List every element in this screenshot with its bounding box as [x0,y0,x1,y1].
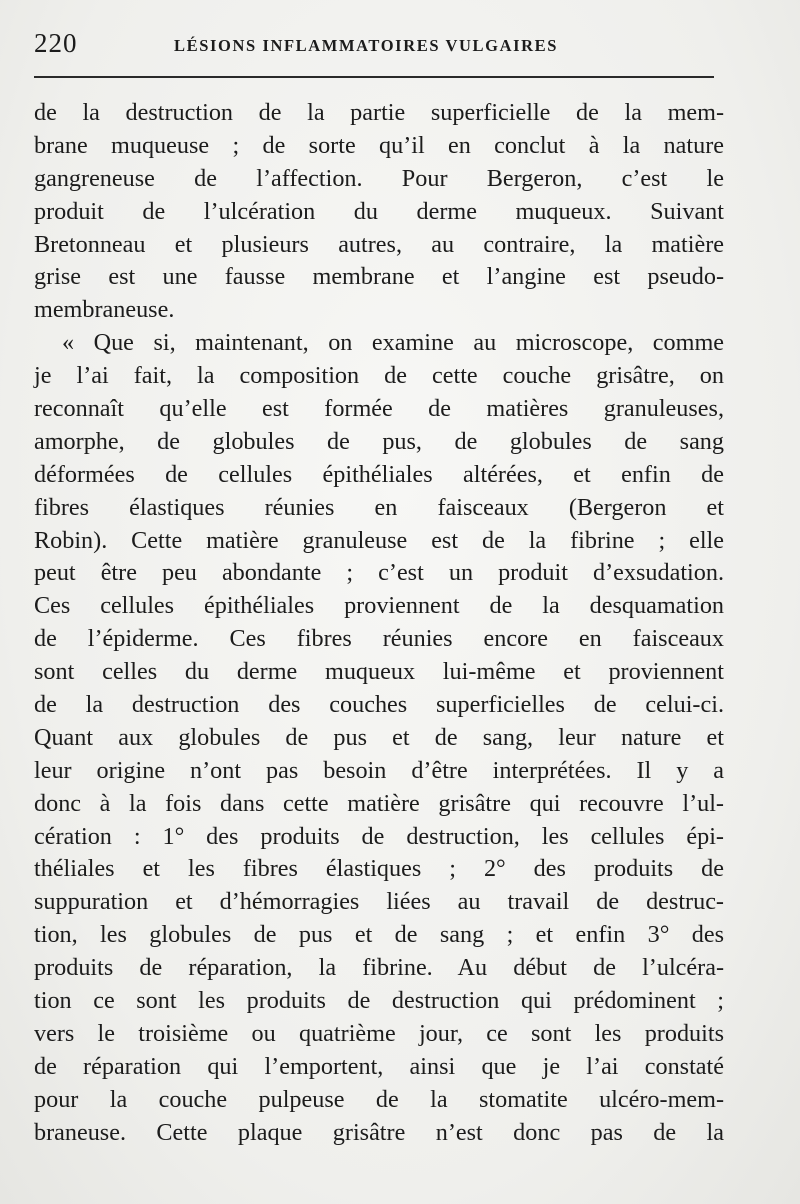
text-line: tion, les globules de pus et de sang ; et enfin 3° des [34,921,724,949]
running-title: LÉSIONS INFLAMMATOIRES VULGAIRES [174,36,559,55]
text-line: grise est une fausse membrane et l’angine est pseudo- [34,263,724,291]
paragraph-start-line: « Que si, maintenant, on examine au microscope, comme [62,329,724,357]
running-head [34,28,718,74]
text-line: gangreneuse de l’affection. Pour Bergeron, c’est le [34,164,724,192]
text-line: amorphe, de globules de pus, de globules de sang [34,427,724,455]
text-line: produit de l’ulcération du derme muqueux. Suivant [34,197,724,225]
text-line: reconnaît qu’elle est formée de matières granuleuses, [34,395,724,423]
text-line: braneuse. Cette plaque grisâtre n’est donc pas de la [34,1118,724,1146]
text-line: de réparation qui l’emportent, ainsi que je l’ai constaté [34,1052,724,1080]
text-line: produits de réparation, la fibrine. Au début de l’ulcéra- [34,954,724,982]
text-line: suppuration et d’hémorragies liées au travail de destruc- [34,888,724,916]
text-line: déformées de cellules épithéliales altérées, et enfin de [34,460,724,488]
text-line: membraneuse. [34,296,175,324]
text-line: de l’épiderme. Ces fibres réunies encore en faisceaux [34,625,724,653]
text-line: Quant aux globules de pus et de sang, leur nature et [34,723,724,751]
text-line: donc à la fois dans cette matière grisâtre qui recouvre l’ul- [34,789,724,817]
text-line: vers le troisième ou quatrième jour, ce sont les produits [34,1019,724,1047]
text-line: fibres élastiques réunies en faisceaux (Bergeron et [34,493,724,521]
text-line: Ces cellules épithéliales proviennent de la desquamation [34,592,724,620]
text-line: leur origine n’ont pas besoin d’être interprétées. Il y a [34,756,724,784]
text-line: de la destruction de la partie superficielle de la mem- [34,99,724,126]
text-line: Bretonneau et plusieurs autres, au contraire, la matière [34,230,724,258]
text-line: cération : 1° des produits de destruction, les cellules épi- [34,822,724,850]
header-rule [34,76,714,78]
text-line: peut être peu abondante ; c’est un produit d’exsudation. [34,559,724,587]
text-line: brane muqueuse ; de sorte qu’il en conclut à la nature [34,131,724,159]
text-line: sont celles du derme muqueux lui-même et proviennent [34,658,724,686]
body-text [34,97,724,1150]
text-line: de la destruction des couches superficielles de celui-ci. [34,691,724,719]
text-line: théliales et les fibres élastiques ; 2° des produits de [34,855,724,883]
text-line: tion ce sont les produits de destruction qui prédominent ; [34,987,724,1015]
text-line: Robin). Cette matière granuleuse est de la fibrine ; elle [34,526,724,554]
text-line: je l’ai fait, la composition de cette couche grisâtre, on [34,362,724,390]
page-number: 220 [34,28,78,58]
text-line: pour la couche pulpeuse de la stomatite ulcéro-mem- [34,1085,724,1113]
